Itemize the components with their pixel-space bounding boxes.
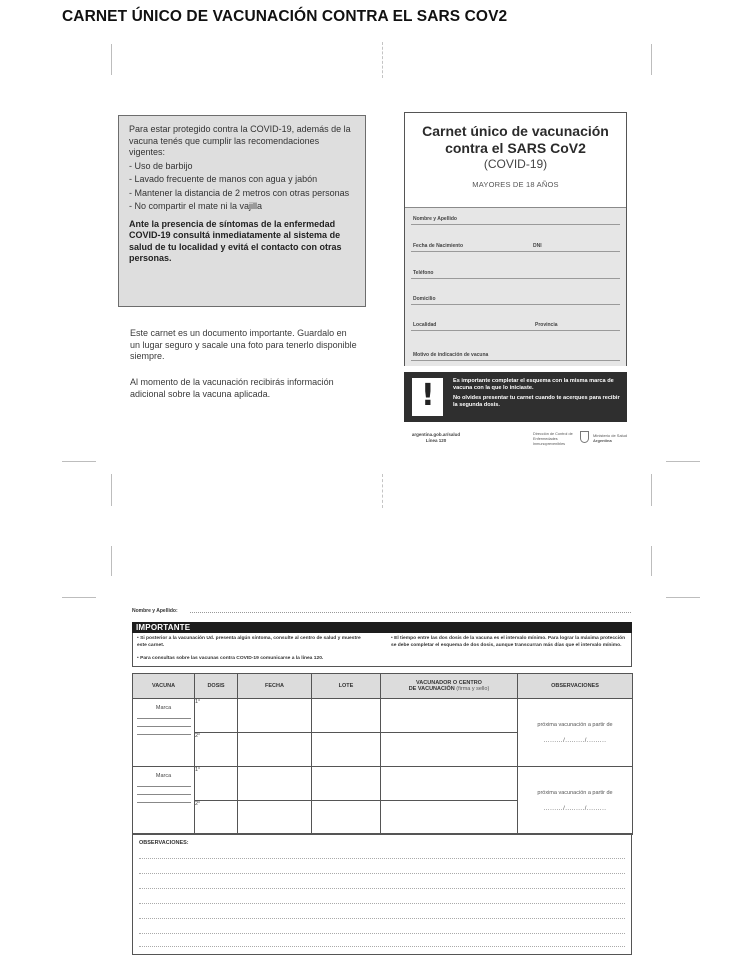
ministry-name: Ministerio de Salud xyxy=(593,433,628,438)
ministry-country: Argentina xyxy=(593,438,612,443)
important-note: • El tiempo entre las dos dosis de la vacuna es el intervalo mínimo. Para lograr la máxima protección se debe completar el esquema de dos dosis, aunque transcurran más días que el intervalo mínimo. xyxy=(391,636,626,648)
lote-cell[interactable] xyxy=(312,767,381,801)
crop-mark xyxy=(111,546,112,576)
col-lote: LOTE xyxy=(312,674,381,699)
col-vacunador xyxy=(381,674,518,699)
fecha-cell[interactable] xyxy=(238,801,312,835)
recommendation-item: - No compartir el mate ni la vajilla xyxy=(129,201,263,211)
next-dose-label: próxima vacunación a partir de xyxy=(537,789,613,796)
vacunador-cell[interactable] xyxy=(381,733,518,767)
dose-cell: 1° xyxy=(195,699,238,733)
col-vacunador-note: (firma y sello) xyxy=(456,686,490,692)
card-title-line: Carnet único de vacunación xyxy=(422,123,609,139)
second-dose-warning xyxy=(404,372,627,422)
important-note: • Si posterior a la vacunación Ud. presenta algún síntoma, consulte al centro de salud y muestre este carnet. xyxy=(137,636,361,648)
marca-line xyxy=(137,786,191,787)
card-title xyxy=(405,113,626,157)
card-fields xyxy=(405,208,626,366)
field-locality-label: Localidad xyxy=(413,322,437,328)
dose-cell: 2° xyxy=(195,733,238,767)
vacunador-cell[interactable] xyxy=(381,767,518,801)
crop-mark xyxy=(651,546,652,576)
crop-mark xyxy=(62,597,96,598)
important-box xyxy=(132,633,632,667)
observation-line xyxy=(139,888,625,889)
observation-line xyxy=(139,873,625,874)
col-vacunador-line2 xyxy=(381,686,517,692)
field-dni-label: DNI xyxy=(533,243,542,249)
recommendations-box xyxy=(118,115,366,307)
field-address-label: Domicilio xyxy=(413,296,436,302)
observation-line xyxy=(139,858,625,859)
observation-line xyxy=(139,933,625,934)
observation-line xyxy=(139,946,625,947)
important-document-note: Este carnet es un documento importante. Guardalo en un lugar seguro y sacale una foto para tenerlo disponible siempre. xyxy=(130,328,357,361)
important-note: • Para consultas sobre las vacunas contra COVID-19 comunicarse a la línea 120. xyxy=(137,656,324,661)
card-title-line: contra el SARS CoV2 xyxy=(445,140,586,156)
field-reason-label: Motivo de indicación de vacuna xyxy=(413,352,489,358)
crop-mark xyxy=(62,461,96,462)
name-field[interactable] xyxy=(190,612,631,613)
col-fecha: FECHA xyxy=(238,674,312,699)
table-header-row xyxy=(133,674,633,699)
field-birth-label: Fecha de Nacimiento xyxy=(413,243,464,249)
col-vacunador-text: DE VACUNACIÓN xyxy=(408,686,455,692)
marca-line xyxy=(137,734,191,735)
col-dosis: DOSIS xyxy=(195,674,238,699)
marca-line xyxy=(137,718,191,719)
marca-line xyxy=(137,794,191,795)
fecha-cell[interactable] xyxy=(238,699,312,733)
next-dose-date: ........./........./......... xyxy=(543,805,607,812)
field-line[interactable] xyxy=(411,330,620,331)
warning-text: No olvides presentar tu carnet cuando te acerques para recibir la segunda dosis. xyxy=(453,395,620,408)
recommendations-intro: Para estar protegido contra la COVID-19, además de la vacuna tenés que cumplir las recomendaciones vigentes: xyxy=(129,124,351,157)
recommendation-item: - Lavado frecuente de manos con agua y jabón xyxy=(129,174,318,184)
crop-mark xyxy=(111,474,112,506)
field-line[interactable] xyxy=(411,251,620,252)
vaccination-info-note: Al momento de la vacunación recibirás información adicional sobre la vacuna aplicada. xyxy=(130,377,334,399)
card-subtitle: (COVID-19) xyxy=(483,157,548,171)
footer-web: argentina.gob.ar/salud xyxy=(411,432,461,437)
dose-cell: 2° xyxy=(195,801,238,835)
vaccination-card xyxy=(404,112,627,366)
name-label: Nombre y Apellido: xyxy=(132,608,178,614)
ministry-logo xyxy=(593,433,633,443)
exclamation-icon: ! xyxy=(412,378,443,416)
observations-box[interactable] xyxy=(132,833,632,955)
crop-mark xyxy=(651,44,652,75)
footer-phone: Línea 120 xyxy=(425,438,447,443)
card-age-label: MAYORES DE 18 AÑOS xyxy=(472,180,559,189)
observations-title: OBSERVACIONES: xyxy=(139,840,189,846)
marca-cell[interactable] xyxy=(133,767,195,835)
col-vacunador-line1: VACUNADOR O CENTRO xyxy=(416,680,482,686)
crop-mark xyxy=(666,597,700,598)
symptoms-warning: Ante la presencia de síntomas de la enfermedad COVID-19 consultá inmediatamente al sistema de salud de tu localidad y evitá el contacto con otras personas. xyxy=(129,218,342,263)
table-row xyxy=(133,699,633,733)
marca-line xyxy=(137,726,191,727)
fold-mark xyxy=(382,474,383,508)
field-line[interactable] xyxy=(411,304,620,305)
fold-mark xyxy=(382,42,383,78)
next-dose-cell[interactable] xyxy=(518,767,633,835)
next-dose-cell[interactable] xyxy=(518,699,633,767)
table-row xyxy=(133,767,633,801)
marca-label: Marca xyxy=(155,705,172,711)
field-name-label: Nombre y Apellido xyxy=(413,216,457,222)
vacunador-cell[interactable] xyxy=(381,801,518,835)
important-header: IMPORTANTE xyxy=(132,622,632,633)
marca-line xyxy=(137,802,191,803)
field-province-label: Provincia xyxy=(535,322,558,328)
shield-icon xyxy=(580,431,589,443)
recommendation-item: - Uso de barbijo xyxy=(129,160,193,171)
lote-cell[interactable] xyxy=(312,801,381,835)
observation-line xyxy=(139,918,625,919)
next-dose-label: próxima vacunación a partir de xyxy=(537,721,613,728)
lote-cell[interactable] xyxy=(312,733,381,767)
dose-cell: 1° xyxy=(195,767,238,801)
crop-mark xyxy=(666,461,700,462)
footer-dept: Dirección de Control de Enfermedades Inmunoprevenibles xyxy=(533,432,573,446)
warning-text: Es importante completar el esquema con la misma marca de vacuna con la que lo iniciaste. xyxy=(453,378,614,391)
document-title: CARNET ÚNICO DE VACUNACIÓN CONTRA EL SARS COV2 xyxy=(62,8,508,25)
crop-mark xyxy=(111,44,112,75)
vacunador-cell[interactable] xyxy=(381,699,518,733)
marca-label: Marca xyxy=(155,773,172,779)
field-line[interactable] xyxy=(411,278,620,279)
next-dose-date: ........./........./......... xyxy=(543,737,607,744)
marca-cell[interactable] xyxy=(133,699,195,767)
field-phone-label: Teléfono xyxy=(413,270,434,276)
footer-contact xyxy=(406,432,466,444)
card-header xyxy=(405,113,626,208)
field-line[interactable] xyxy=(411,360,620,361)
recommendation-item: - Mantener la distancia de 2 metros con otras personas xyxy=(129,187,350,198)
col-observaciones: OBSERVACIONES xyxy=(518,674,633,699)
fecha-cell[interactable] xyxy=(238,733,312,767)
col-vacuna: VACUNA xyxy=(133,674,195,699)
fecha-cell[interactable] xyxy=(238,767,312,801)
field-line[interactable] xyxy=(411,224,620,225)
lote-cell[interactable] xyxy=(312,699,381,733)
crop-mark xyxy=(651,474,652,506)
observation-line xyxy=(139,903,625,904)
vaccination-table xyxy=(132,673,633,835)
